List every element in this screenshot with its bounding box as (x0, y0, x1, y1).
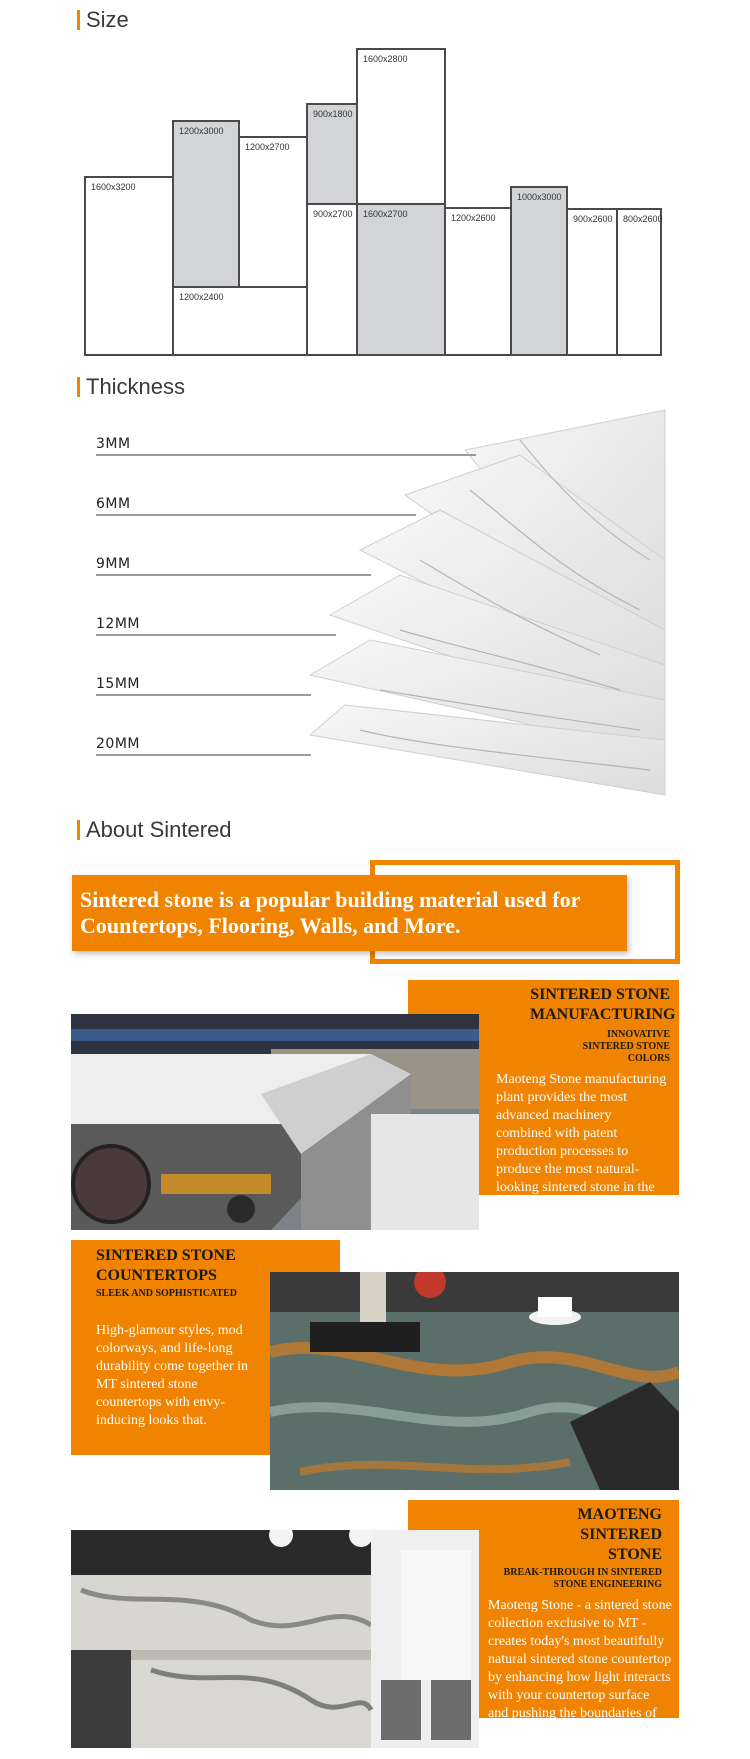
thickness-line (96, 454, 476, 456)
size-900x2600: 900x2600 (566, 208, 618, 356)
size-1200x2400: 1200x2400 (172, 286, 308, 356)
thickness-line (96, 634, 336, 636)
thickness-line (96, 574, 371, 576)
about-title: About Sintered (77, 818, 232, 842)
size-1000x3000: 1000x3000 (510, 186, 568, 356)
size-1200x2700: 1200x2700 (238, 136, 308, 288)
countertops-photo (270, 1272, 679, 1490)
size-1600x2800: 1600x2800 (356, 48, 446, 205)
size-1200x2600: 1200x2600 (444, 207, 512, 356)
size-900x1800: 900x1800 (306, 103, 358, 205)
size-1200x3000: 1200x3000 (172, 120, 240, 288)
countertops-text (96, 1246, 266, 1430)
thickness-line (96, 514, 416, 516)
countertops-title: SINTERED STONE COUNTERTOPS (96, 1247, 236, 1284)
thickness-title: Thickness (77, 375, 185, 399)
maoteng-body: Maoteng Stone - a sintered stone collection exclusive to MT - creates today's most beautifully natural sintered stone countertop by enhancing how light interacts with your countertop surface and pushing the boundaries of realism. (488, 1598, 672, 1739)
maoteng-text (482, 1505, 672, 1741)
size-900x2700: 900x2700 (306, 203, 358, 356)
thickness-line (96, 694, 311, 696)
factory-image (71, 1014, 479, 1230)
countertops-subtitle: SLEEK AND SOPHISTICATED (96, 1288, 237, 1299)
size-1600x3200: 1600x3200 (84, 176, 174, 356)
manufacturing-title: SINTERED STONE MANUFACTURING (530, 986, 676, 1023)
thickness-label-15mm: 15MM (96, 676, 140, 692)
banner-text: Sintered stone is a popular building material used for Countertops, Flooring, Walls, and More. (80, 887, 580, 938)
maoteng-photo (71, 1530, 479, 1748)
size-chart (0, 0, 750, 370)
countertop-image (270, 1272, 679, 1490)
manufacturing-body: Maoteng Stone manufacturing plant provides the most advanced machinery combined with patent production processes to produce the most natural-looking sintered stone in the market. (496, 1072, 667, 1213)
thickness-line (96, 754, 311, 756)
kitchen-image (71, 1530, 479, 1748)
thickness-label-3mm: 3MM (96, 436, 131, 452)
manufacturing-text (490, 985, 676, 1215)
maoteng-title: MAOTENG SINTERED STONE (577, 1506, 662, 1563)
size-800x2600: 800x2600 (616, 208, 662, 356)
manufacturing-subtitle: INNOVATIVE SINTERED STONE COLORS (582, 1029, 670, 1064)
countertops-body: High-glamour styles, mod colorways, and life-long durability come together in MT sintered stone countertops with envy-inducing looks that. (96, 1323, 249, 1428)
thickness-label-20mm: 20MM (96, 736, 140, 752)
about-banner (72, 875, 627, 951)
size-title: Size (77, 8, 129, 32)
thickness-label-6mm: 6MM (96, 496, 131, 512)
manufacturing-photo (71, 1014, 479, 1230)
size-1600x2700: 1600x2700 (356, 203, 446, 356)
maoteng-subtitle: BREAK-THROUGH IN SINTERED STONE ENGINEERING (503, 1567, 662, 1590)
thickness-label-9mm: 9MM (96, 556, 131, 572)
thickness-label-12mm: 12MM (96, 616, 140, 632)
